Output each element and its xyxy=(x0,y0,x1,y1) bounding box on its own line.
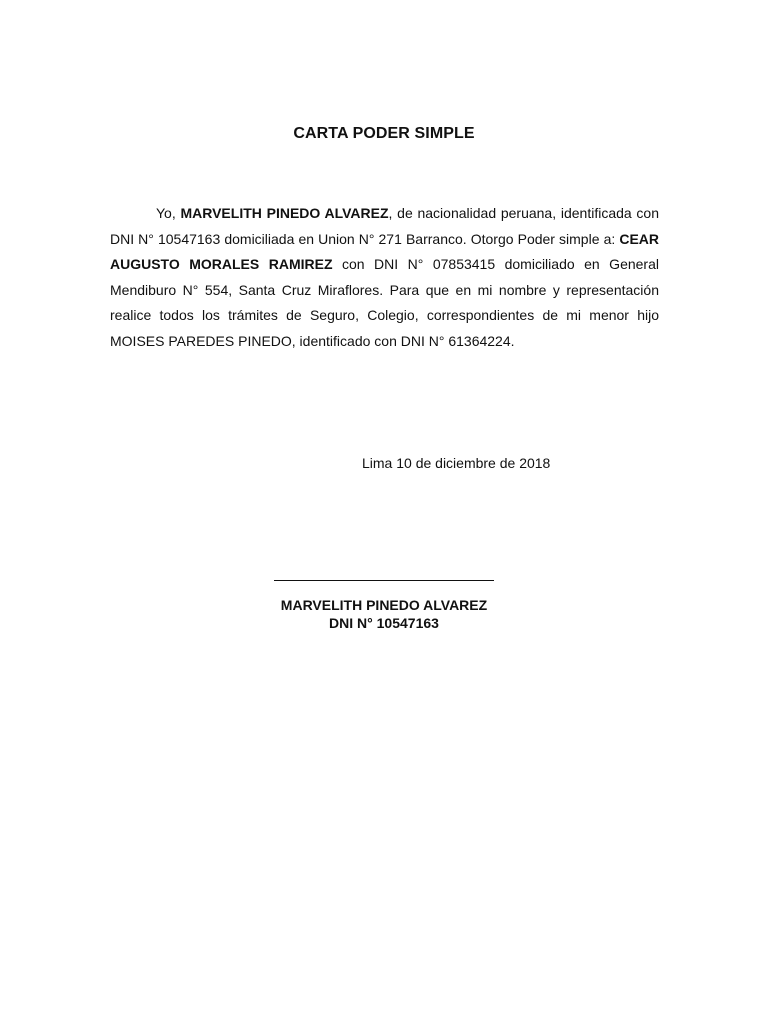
paragraph-text-2: , de nacionalidad peruana, identificada con DNI N° 10547163 domiciliada en Union N° 271 Barranco. Otorgo Poder simple a: xyxy=(110,205,659,247)
agent-name: CEAR AUGUSTO MORALES RAMIREZ xyxy=(110,230,659,272)
body-paragraph xyxy=(110,201,659,354)
signature-name: MARVELITH PINEDO ALVAREZ xyxy=(280,597,488,613)
date-line: Lima 10 de diciembre de 2018 xyxy=(362,455,551,471)
grantor-name: MARVELITH PINEDO ALVAREZ xyxy=(180,205,389,221)
signature-line xyxy=(274,580,494,581)
signature-dni: DNI N° 10547163 xyxy=(329,615,439,631)
document-title: CARTA PODER SIMPLE xyxy=(293,125,475,142)
paragraph-text-1: Yo, xyxy=(156,205,181,221)
paragraph-text-3: con DNI N° 07853415 domiciliado en General Mendiburo N° 554, Santa Cruz Miraflores. Para que en mi nombre y representación realice todos los trámites de Seguro, Colegio, correspondientes de mi menor hijo MOISES PAREDES PINEDO, identificado con DNI N° 61364224. xyxy=(110,256,659,349)
